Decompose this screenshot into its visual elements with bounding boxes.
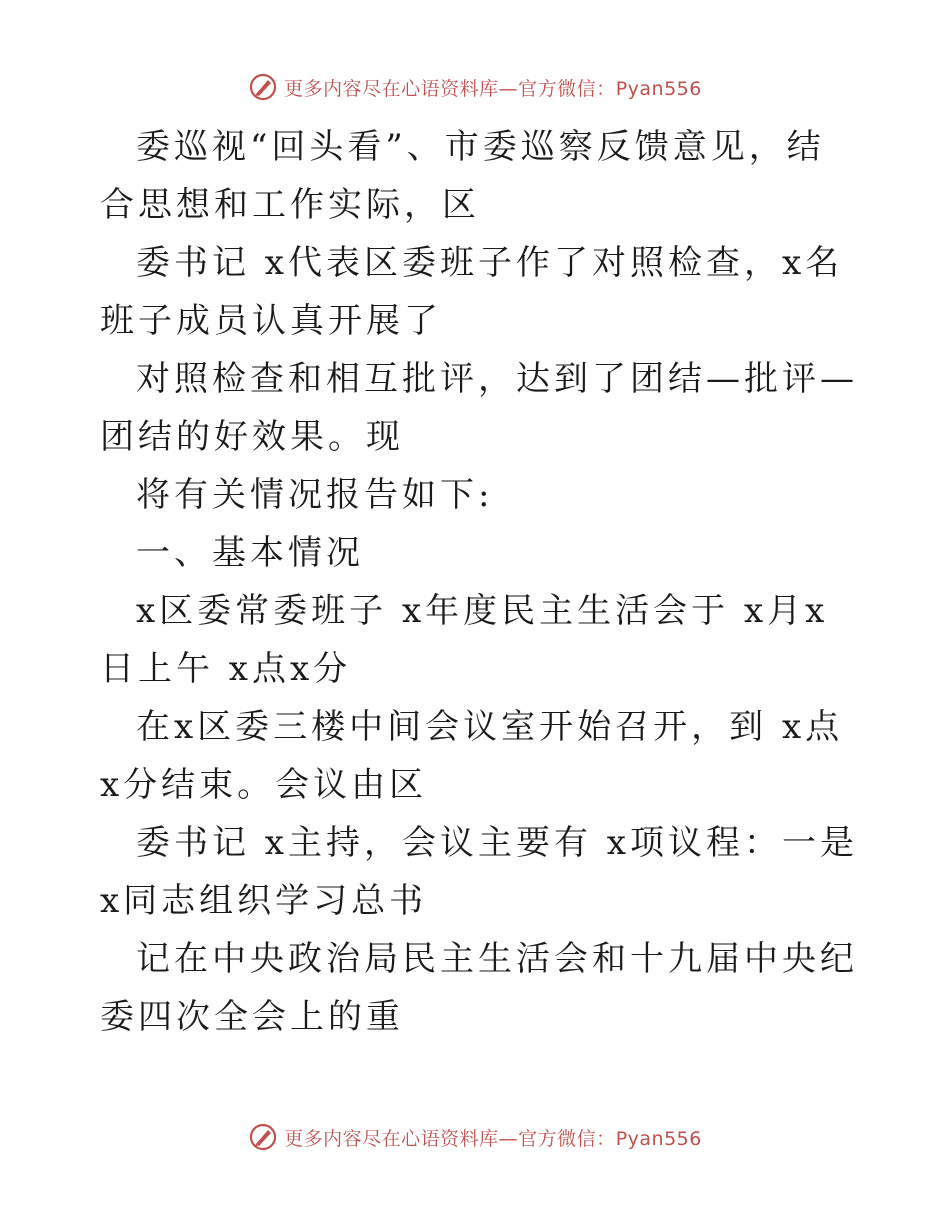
paragraph: 对照检查和相互批评，达到了团结—批评—团结的好效果。现 — [100, 359, 858, 457]
watermark-wechat-label: 官方微信： — [518, 1127, 616, 1150]
paragraph: 将有关情况报告如下: — [136, 475, 494, 515]
watermark-wechat-label: 官方微信： — [518, 77, 616, 100]
paragraph: 委巡视“回头看”、市委巡察反馈意见，结合思想和工作实际，区 — [100, 127, 825, 225]
section-heading: 一、基本情况 — [136, 533, 364, 573]
watermark-title: 更多内容尽在心语资料库 — [284, 1127, 499, 1150]
watermark-wechat-id: Pyan556 — [615, 1127, 702, 1150]
watermark-text — [284, 74, 702, 101]
paragraph: 委书记 x主持，会议主要有 x项议程：一是 x同志组织学习总书 — [100, 823, 858, 921]
quill-pen-logo-icon — [248, 72, 278, 102]
paragraph: 记在中央政治局民主生活会和十九届中央纪委四次全会上的重 — [100, 939, 858, 1037]
quill-pen-logo-icon — [248, 1122, 278, 1152]
watermark-text — [284, 1124, 702, 1151]
watermark-wechat-id: Pyan556 — [615, 77, 702, 100]
watermark-dash: — — [498, 77, 519, 100]
footer-watermark — [0, 1122, 950, 1152]
watermark-title: 更多内容尽在心语资料库 — [284, 77, 499, 100]
watermark-dash: — — [498, 1127, 519, 1150]
document-body — [100, 118, 860, 1046]
header-watermark — [0, 72, 950, 102]
paragraph: 委书记 x代表区委班子作了对照检查，x名班子成员认真开展了 — [100, 243, 844, 341]
paragraph: x区委常委班子 x年度民主生活会于 x月x日上午 x点x分 — [100, 591, 829, 689]
paragraph: 在x区委三楼中间会议室开始召开，到 x点x分结束。会议由区 — [100, 707, 844, 805]
